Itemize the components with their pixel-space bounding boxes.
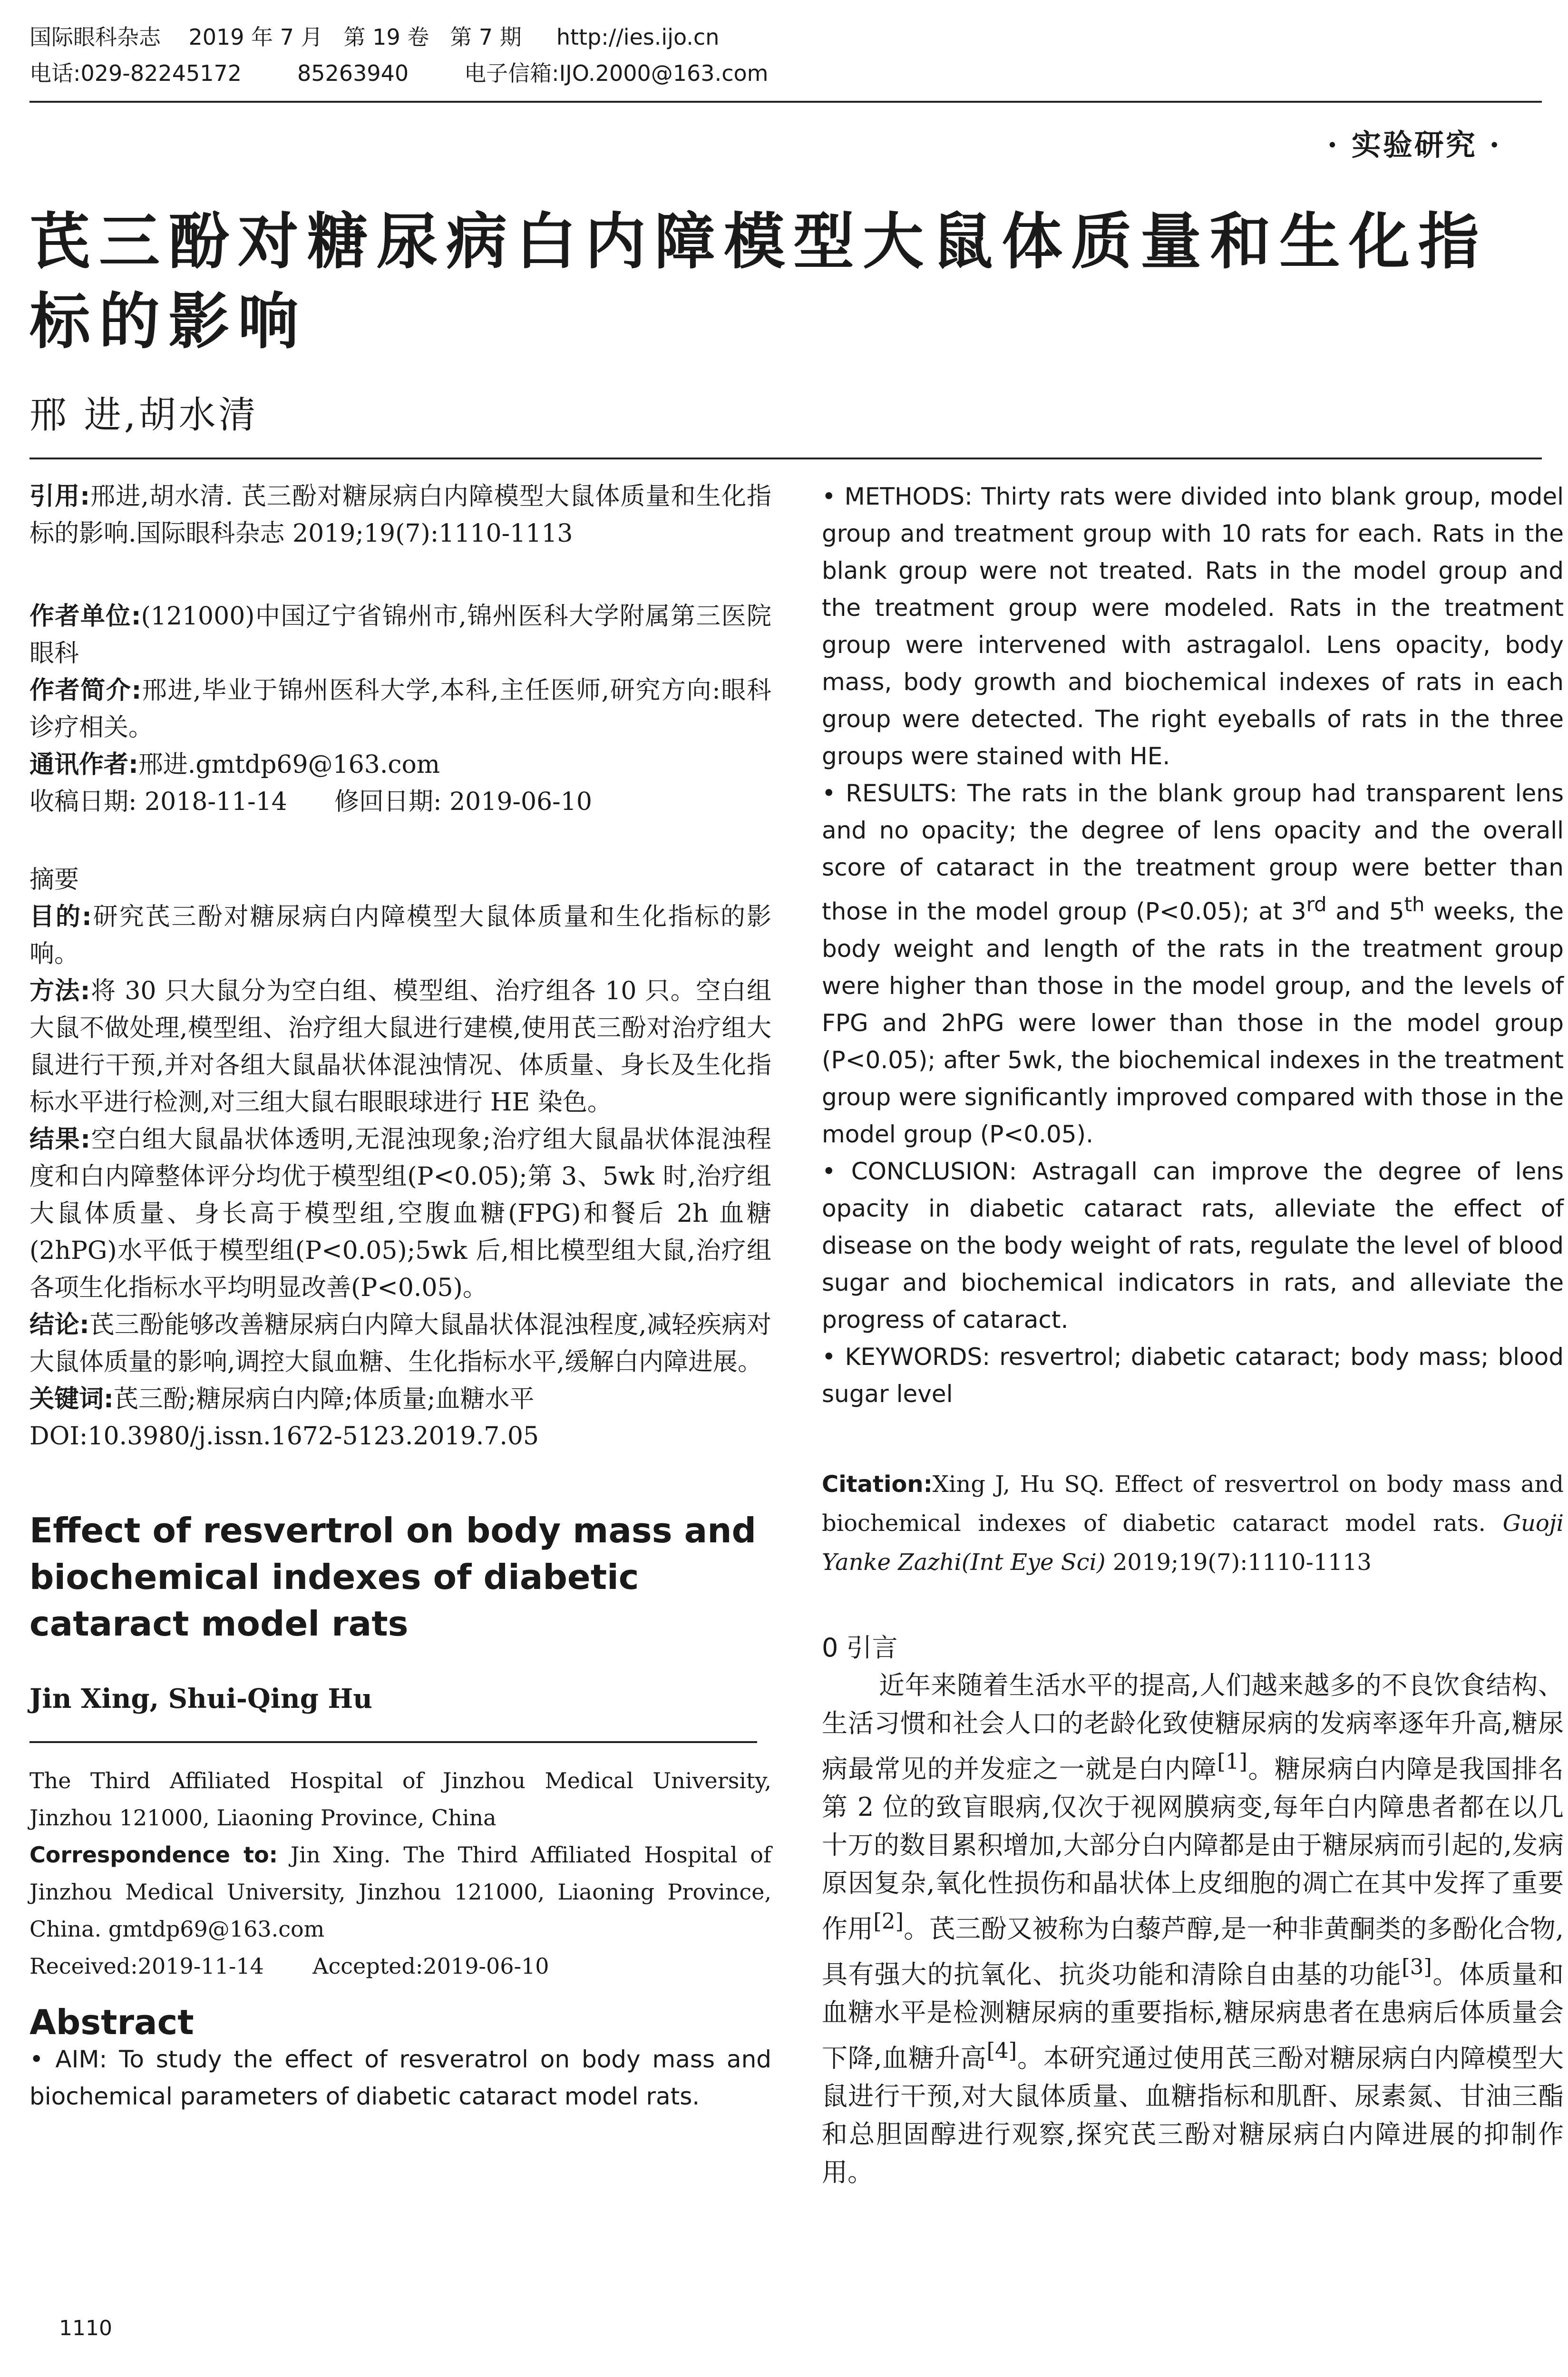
ref-3[interactable]: [3] xyxy=(1402,1954,1432,1979)
citation-en: Citation:Xing J, Hu SQ. Effect of resvertrol on body mass and biochemical indexes of diabetic cataract model rats. Guoji Yanke Zazhi(Int Eye Sci) 2019;19(7):1110-1113 xyxy=(822,1471,1564,1576)
citation-cn: 引用:邢进,胡水清. 芪三酚对糖尿病白内障模型大鼠体质量和生化指标的影响.国际眼科杂志 2019;19(7):1110-1113 xyxy=(29,482,772,548)
header-rule xyxy=(29,101,1542,103)
ref-4[interactable]: [4] xyxy=(986,2037,1017,2063)
intro-paragraph: 近年来随着生活水平的提高,人们越来越多的不良饮食结构、生活习惯和社会人口的老龄化致使糖尿病的发病率逐年升高,糖尿病最常见的并发症之一就是白内障[1]。糖尿病白内障是我国排名第 2 位的致盲眼病,仅次于视网膜病变,每年白内障患者都在以几十万的数目累积增加,大部分白内障都是由于糖尿病而引起的,发病原因复杂,氧化性损伤和晶状体上皮细胞的凋亡在其中发挥了重要作用[2]。芪三酚又被称为白藜芦醇,是一种非黄酮类的多酚化合物,具有强大的抗氧化、抗炎功能和清除自由基的功能[3]。体质量和血糖水平是检测糖尿病的重要指标,糖尿病患者在患病后体质量会下降,血糖升高[4]。本研究通过使用芪三酚对糖尿病白内障模型大鼠进行干预,对大鼠体质量、血糖指标和肌酐、尿素氮、甘油三酯和总胆固醇进行观察,探究芪三酚对糖尿病白内障进展的抑制作用。 xyxy=(822,1670,1564,2187)
page-number: 1110 xyxy=(59,2316,112,2340)
title-rule xyxy=(29,458,1542,459)
aim-cn: 目的:研究芪三酚对糖尿病白内障模型大鼠体质量和生化指标的影响。 xyxy=(29,903,771,968)
affiliation-cn: 作者单位:(121000)中国辽宁省锦州市,锦州医科大学附属第三医院眼科 xyxy=(29,602,772,668)
journal-header-line2: 电话:029-82245172 85263940 电子信箱:IJO.2000@163.com xyxy=(29,60,769,86)
left-column xyxy=(29,478,771,2115)
dates-cn: 收稿日期: 2018-11-14 修回日期: 2019-06-10 xyxy=(29,788,592,816)
doi: DOI:10.3980/j.issn.1672-5123.2019.7.05 xyxy=(29,1422,539,1451)
aim-en: • AIM: To study the effect of resveratrol on body mass and biochemical parameters of diabetic cataract model rats. xyxy=(29,2046,771,2110)
article-title: 芪三酚对糖尿病白内障模型大鼠体质量和生化指标的影响 xyxy=(29,206,1488,357)
english-dates: Received:2019-11-14 Accepted:2019-06-10 xyxy=(29,1953,549,1979)
abstract-heading-en: Abstract xyxy=(29,2002,194,2042)
english-authors: Jin Xing, Shui-Qing Hu xyxy=(29,1683,372,1715)
english-title: Effect of resvertrol on body mass and biochemical indexes of diabetic cataract model rats xyxy=(29,1510,757,1644)
right-column xyxy=(822,478,1564,2192)
english-affiliation: The Third Affiliated Hospital of Jinzhou Medical University, Jinzhou 121000, Liaoning Province, China xyxy=(29,1768,771,1831)
journal-header-line1: 国际眼科杂志 2019 年 7 月 第 19 卷 第 7 期 http://ies.ijo.cn xyxy=(29,24,720,50)
conclusion-en: • CONCLUSION: Astragall can improve the degree of lens opacity in diabetic cataract rats, alleviate the effect of disease on the body weight of rats, regulate the level of blood sugar and biochemical indicators in rats, and alleviate the progress of cataract. xyxy=(822,1157,1564,1334)
keywords-en: • KEYWORDS: resvertrol; diabetic cataract; body mass; blood sugar level xyxy=(822,1343,1564,1408)
english-correspondence: Correspondence to: Jin Xing. The Third Affiliated Hospital of Jinzhou Medical University, Jinzhou 121000, Liaoning Province, China. gmtdp69@163.com xyxy=(29,1842,772,1942)
ref-2[interactable]: [2] xyxy=(873,1908,904,1934)
methods-cn: 方法:将 30 只大鼠分为空白组、模型组、治疗组各 10 只。空白组大鼠不做处理,模型组、治疗组大鼠进行建模,使用芪三酚对治疗组大鼠进行干预,并对各组大鼠晶状体混浊情况、体质量、身长及生化指标水平进行检测,对三组大鼠右眼眼球进行 HE 染色。 xyxy=(29,977,771,1117)
methods-en: • METHODS: Thirty rats were divided into blank group, model group and treatment group with 10 rats for each. Rats in the blank group were not treated. Rats in the model group and the treatment group were modeled. Rats in the treatment group were intervened with astragalol. Lens opacity, body mass, body growth and biochemical indexes of rats in each group were detected. The right eyeballs of rats in the three groups were stained with HE. xyxy=(822,483,1564,770)
article-authors: 邢 进,胡水清 xyxy=(29,394,259,437)
abstract-heading-cn: 摘要 xyxy=(29,866,79,894)
section-label: · 实验研究 · xyxy=(1327,127,1501,162)
author-bio-cn: 作者简介:邢进,毕业于锦州医科大学,本科,主任医师,研究方向:眼科诊疗相关。 xyxy=(29,676,772,742)
intro-heading: 0 引言 xyxy=(822,1632,898,1663)
correspondence-cn: 通讯作者:邢进.gmtdp69@163.com xyxy=(29,750,440,779)
conclusion-cn: 结论:芪三酚能够改善糖尿病白内障大鼠晶状体混浊程度,减轻疾病对大鼠体质量的影响,调控大鼠血糖、生化指标水平,缓解白内障进展。 xyxy=(29,1311,772,1376)
ref-1[interactable]: [1] xyxy=(1217,1748,1247,1774)
keywords-cn: 关键词:芪三酚;糖尿病白内障;体质量;血糖水平 xyxy=(29,1385,535,1413)
results-en: • RESULTS: The rats in the blank group had transparent lens and no opacity; the degree of lens opacity and the overall score of cataract in the treatment group were better than those in the model group (P<0.05); at 3rd and 5th weeks, the body weight and length of the rats in the treatment group were higher than those in the model group, and the levels of FPG and 2hPG were lower than those in the model group (P<0.05); after 5wk, the biochemical indexes in the treatment group were significantly improved compared with those in the model group (P<0.05). xyxy=(822,779,1564,1148)
results-cn: 结果:空白组大鼠晶状体透明,无混浊现象;治疗组大鼠晶状体混浊程度和白内障整体评分均优于模型组(P<0.05);第 3、5wk 时,治疗组大鼠体质量、身长高于模型组,空腹血糖(FPG)和餐后 2h 血糖(2hPG)水平低于模型组(P<0.05);5wk 后,相比模型组大鼠,治疗组各项生化指标水平均明显改善(P<0.05)。 xyxy=(29,1125,771,1302)
